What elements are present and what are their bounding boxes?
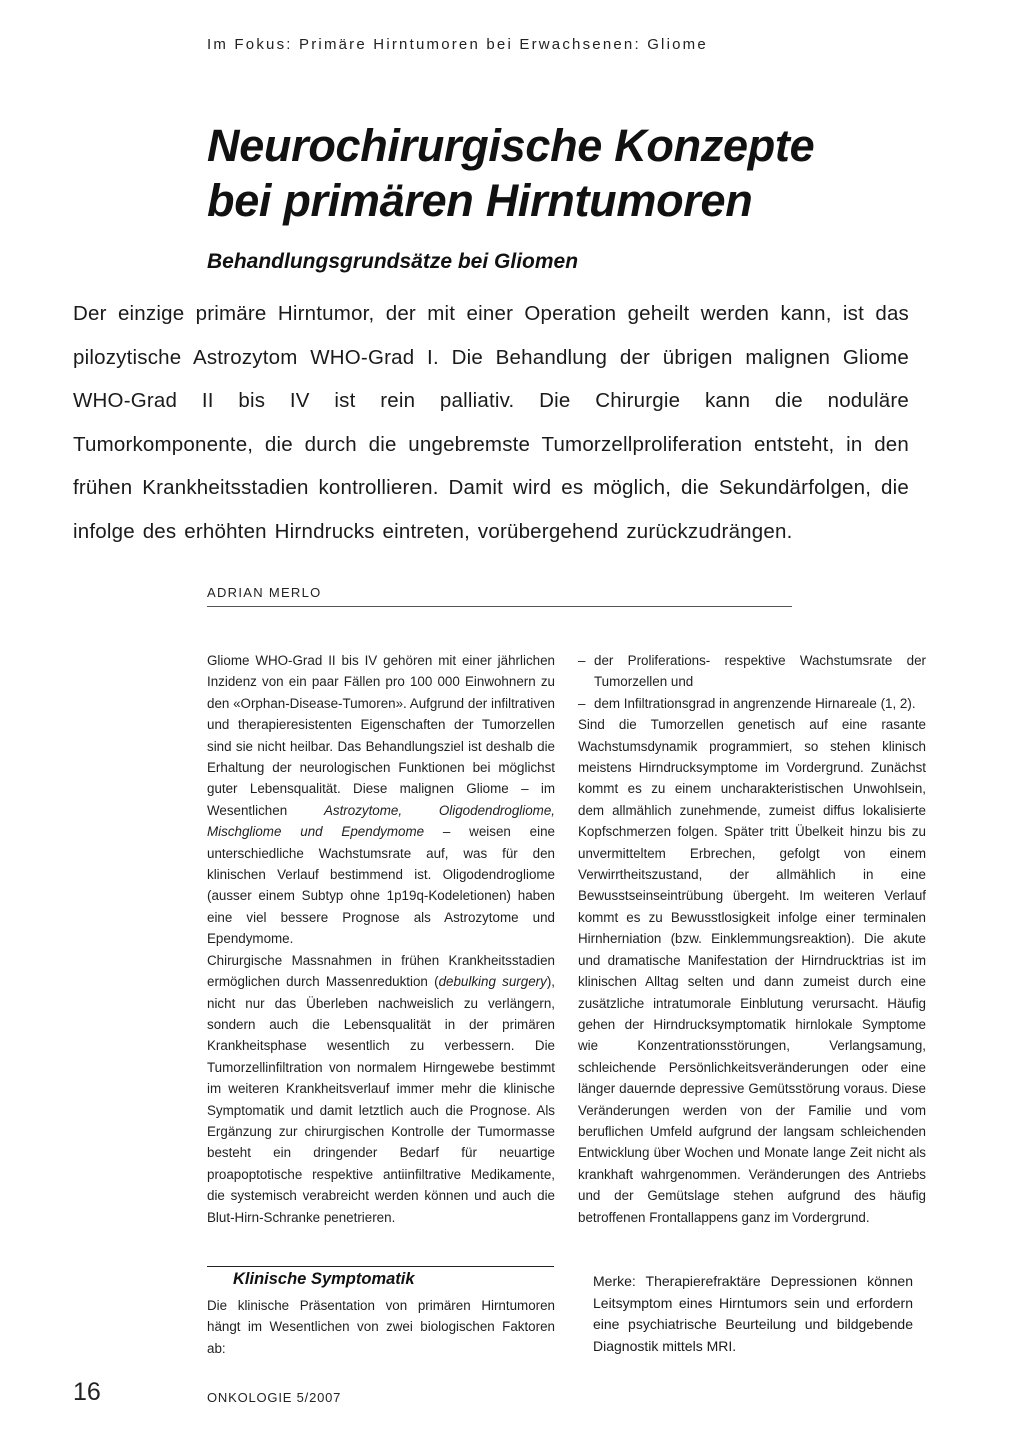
article-title-line-2: bei primären Hirntumoren	[207, 175, 753, 226]
article-title-line-1: Neurochirurgische Konzepte	[207, 120, 815, 171]
left-paragraph-1	[207, 650, 555, 950]
italic-run: debulking surgery	[438, 974, 547, 990]
section-kicker: Im Fokus: Primäre Hirntumoren bei Erwachsenen: Gliome	[207, 36, 708, 53]
right-paragraph-1: Sind die Tumorzellen genetisch auf eine rasante Wachstumsdynamik programmiert, so stehen klinisch meistens Hirndrucksymptome im Vordergrund. Zunächst kommt es zu einem uncharakteristischen Unwohlsein, dem allmählich zunehmende, zumeist diffus lokalisierte Kopfschmerzen folgen. Später tritt Übelkeit hinzu bis zu unvermitteltem Erbrechen, gefolgt von einem Verwirrtheitszustand, der allmählich in eine Bewusstseinseintrübung übergeht. Im weiteren Verlauf kommt es zu Bewusstlosigkeit infolge einer terminalen Hirnherniation (bzw. Einklemmungsreaktion). Die akute und dramatische Manifestation der Hirndrucktrias ist im klinischen Alltag selten und dann zumeist durch eine zusätzliche intratumorale Einblutung verursacht. Häufig gehen der Hirndrucksymptomatik hirnlokale Symptome wie Konzentrationsstörungen, Verlangsamung, schleichende Persönlichkeitsveränderungen oder eine länger dauernde depressive Gemütsstörung voraus. Diese Veränderungen werden von der Familie und vom beruflichen Umfeld aufgrund der langsam schleichenden Entwicklung über Wochen und Monate lange Zeit nicht als krankhaft wahrgenommen. Veränderungen des Antriebs und der Gemütslage stehen aufgrund des häufig betroffenen Frontallappens ganz im Vordergrund.	[578, 717, 926, 1225]
text-run: ), nicht nur das Überleben nachweislich zu verlängern, sondern auch die Lebensqualität in der primären Krankheitsphase wesentlich zu verbessern. Die Tumorzellinfiltration von normalem Hirngewebe bestimmt im weiteren Krankheitsverlauf immer mehr die klinische Symptomatik und damit letztlich auch die Prognose. Als Ergänzung zur chirurgischen Kontrolle der Tumormasse besteht ein dringender Bedarf für neuartige proapoptotische respektive antiinfiltrative Medikamente, die systemisch verabreicht werden können und auch die Blut-Hirn-Schranke penetrieren.	[207, 974, 555, 1225]
section-divider	[207, 1266, 554, 1267]
author-name: ADRIAN MERLO	[207, 585, 322, 600]
list-item	[578, 693, 926, 714]
list-item-text: der Proliferations- respektive Wachstumsrate der Tumorzellen und	[594, 653, 926, 690]
left-column	[207, 650, 555, 1228]
section-heading: Klinische Symptomatik	[233, 1270, 415, 1288]
italic-run: Astrozytome, Oligodendrogliome, Mischgliome und Ependymome	[207, 802, 555, 840]
left-paragraph-2	[207, 950, 555, 1228]
list-item	[578, 650, 926, 693]
list-item-text: dem Infiltrationsgrad in angrenzende Hirnareale (1, 2).	[594, 695, 916, 711]
text-run: Chirurgische Massnahmen in frühen Krankheitsstadien ermöglichen durch Massenreduktion (	[207, 952, 555, 990]
left-column-bottom	[207, 1295, 555, 1359]
dash-marker: –	[578, 695, 586, 711]
author-divider	[207, 606, 792, 607]
dash-marker: –	[578, 653, 586, 668]
article-title	[207, 118, 814, 228]
right-column	[578, 650, 926, 1228]
text-run: – weisen eine unterschiedliche Wachstumsrate auf, was für den klinischen Verlauf bestimmend ist. Oligodendrogliome (ausser einem Subtyp ohne 1p19q-Kodeletionen) haben eine viel bessere Prognose als Astrozytome und Ependymome.	[207, 824, 555, 947]
left-paragraph-3: Die klinische Präsentation von primären Hirntumoren hängt im Wesentlichen von zwei biologischen Faktoren ab:	[207, 1298, 555, 1356]
article-subtitle: Behandlungsgrundsätze bei Gliomen	[207, 250, 579, 273]
article-lead: Der einzige primäre Hirntumor, der mit einer Operation geheilt werden kann, ist das pilozytische Astrozytom WHO-Grad I. Die Behandlung der übrigen malignen Gliome WHO-Grad II bis IV ist rein palliativ. Die Chirurgie kann die noduläre Tumorkomponente, die durch die ungebremste Tumorzellproliferation entsteht, in den frühen Krankheitsstadien kontrollieren. Damit wird es möglich, die Sekundärfolgen, die infolge des erhöhten Hirndrucks eintreten, vorübergehend zurückzudrängen.	[73, 302, 909, 543]
text-run: Gliome WHO-Grad II bis IV gehören mit einer jährlichen Inzidenz von ein paar Fällen pro 100 000 Einwohnern zu den «Orphan-Disease-Tumoren». Aufgrund der infiltrativen und therapieresistenten Eigenschaften der Tumorzellen sind sie nicht heilbar. Das Behandlungsziel ist deshalb die Erhaltung der neurologischen Funktionen bei möglichst guter Lebensqualität. Diese malignen Gliome – im Wesentlichen	[207, 653, 555, 818]
page-number: 16	[73, 1378, 101, 1406]
note-box: Merke: Therapierefraktäre Depressionen können Leitsymptom eines Hirntumors sein und erfordern eine psychiatrische Beurteilung und bildgebende Diagnostik mittels MRI.	[593, 1273, 913, 1354]
journal-footer: ONKOLOGIE 5/2007	[207, 1390, 342, 1405]
